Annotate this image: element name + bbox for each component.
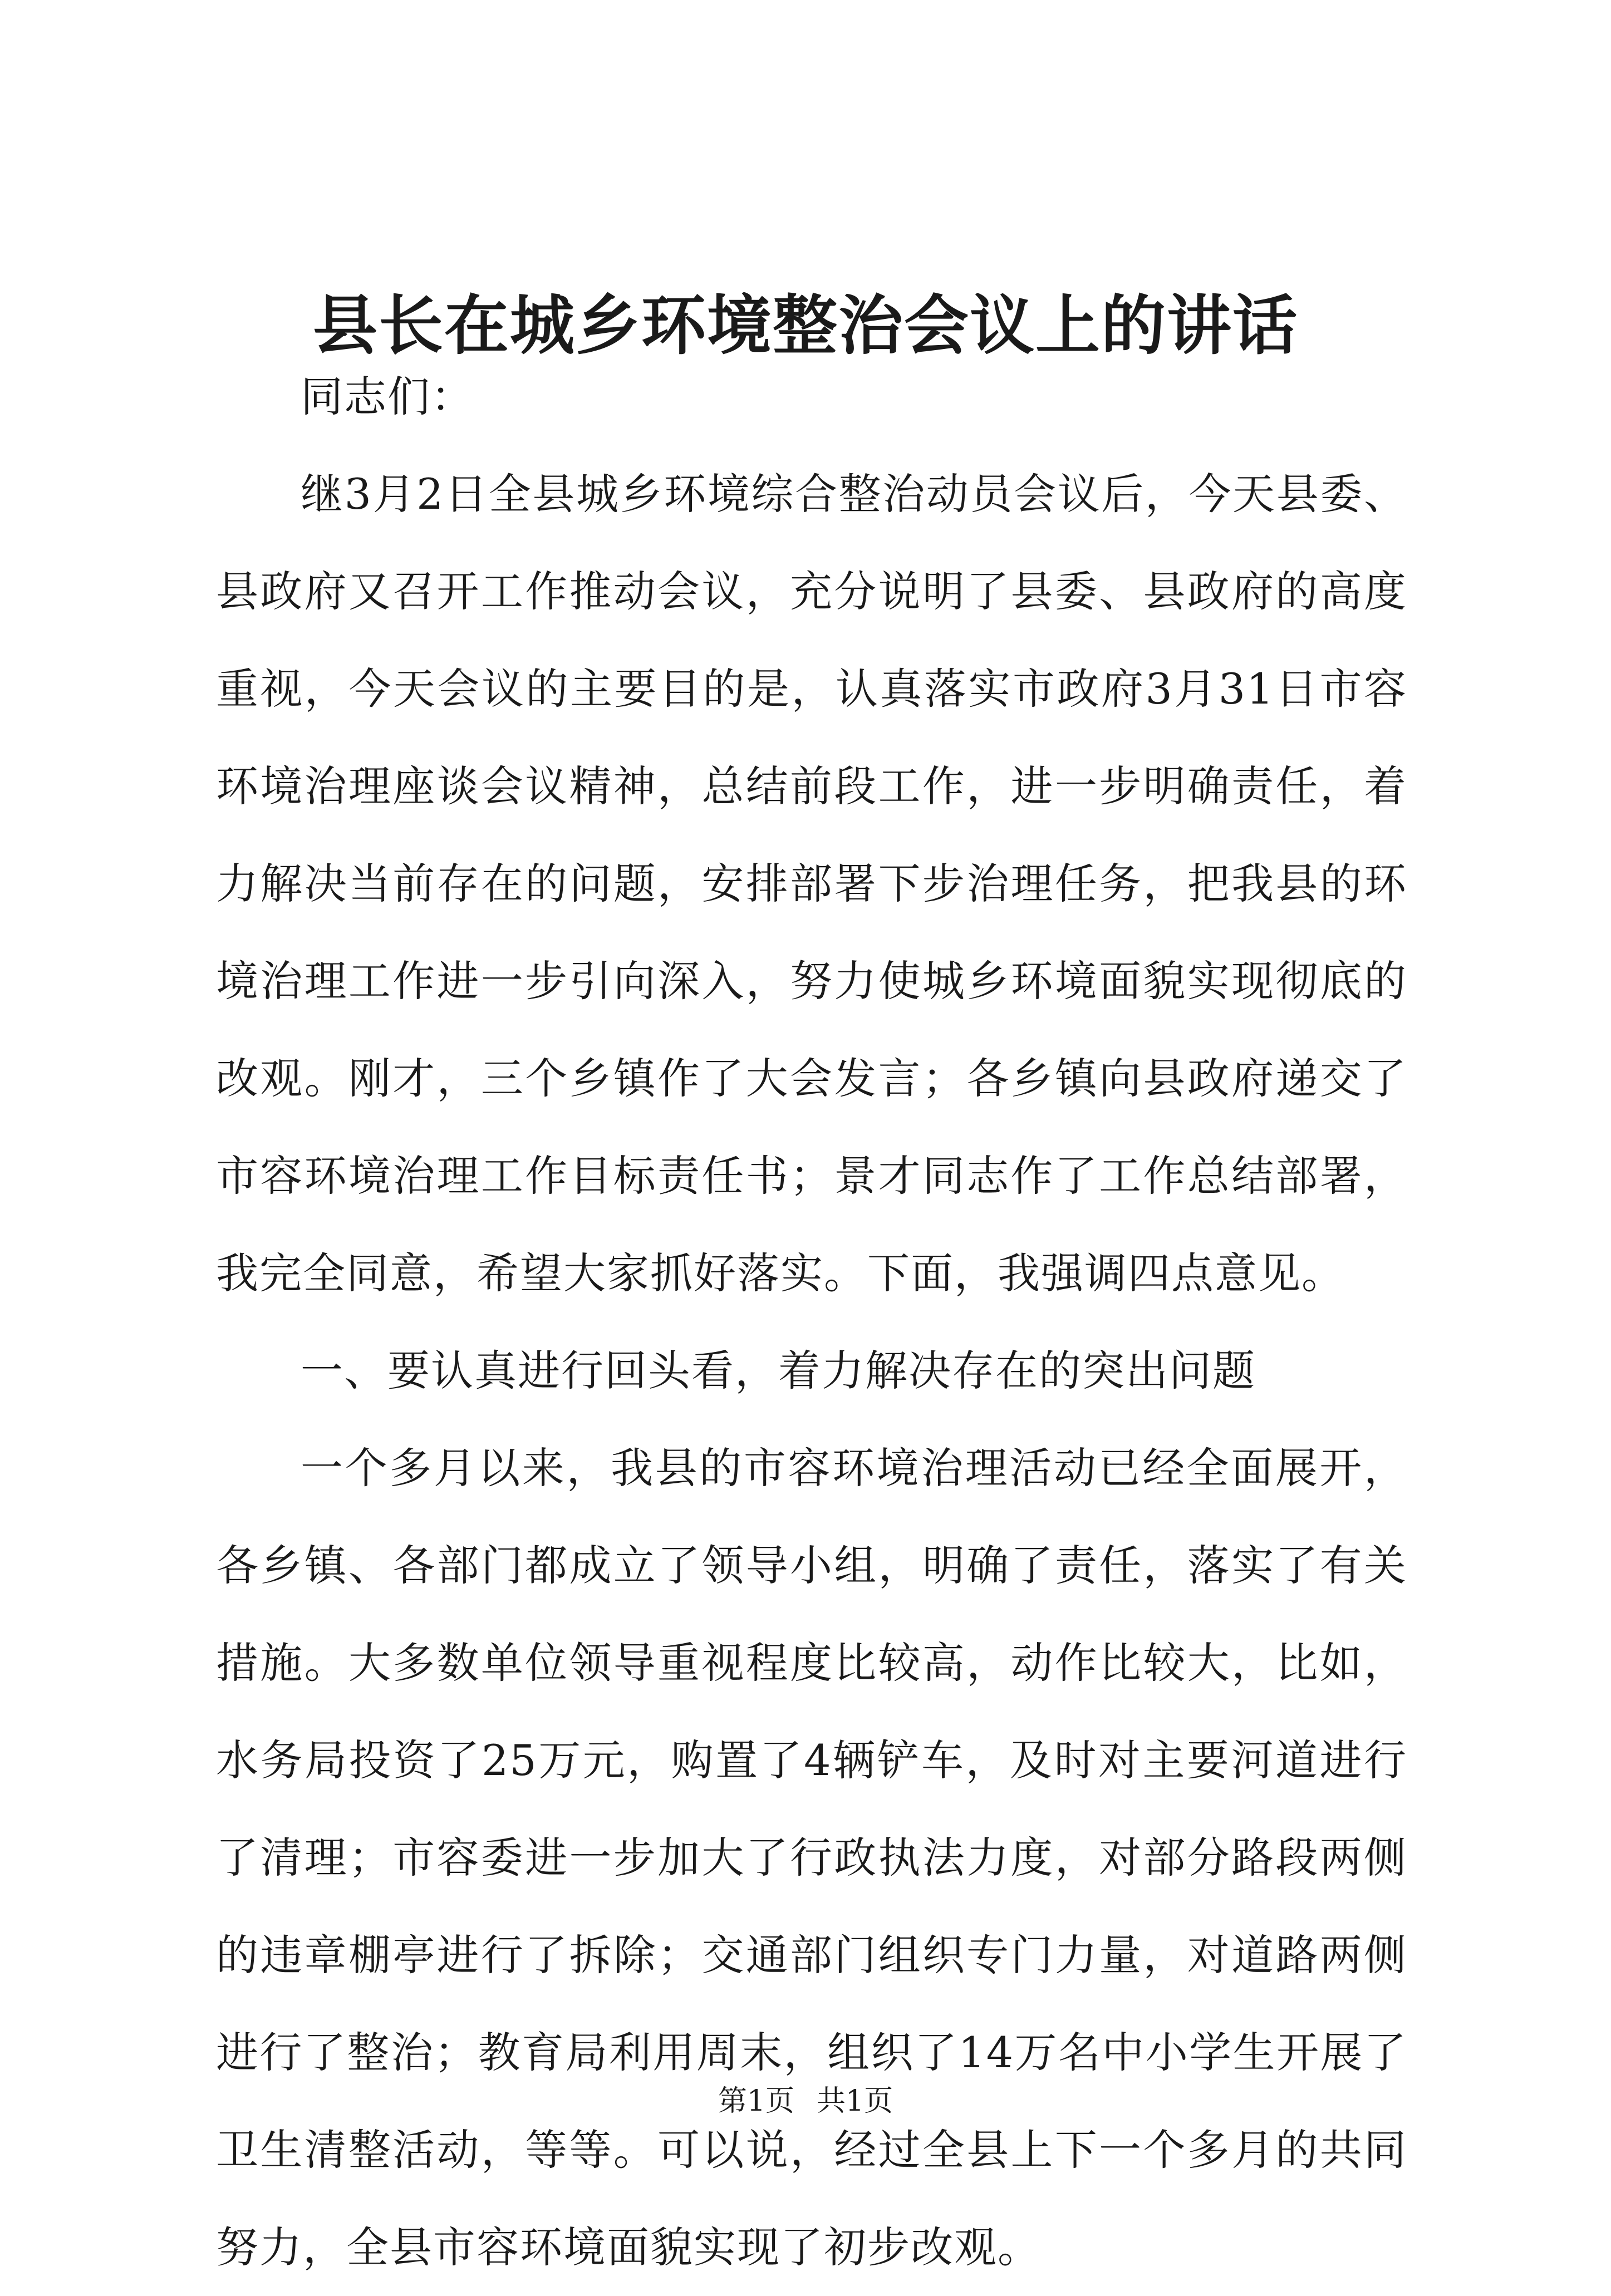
document-title: 县长在城乡环境整治会议上的讲话 (313, 288, 1298, 363)
page-number: 第1页 (718, 2084, 794, 2118)
document-body (216, 348, 1407, 2296)
page-footer (0, 2082, 1611, 2121)
body-paragraph: 继3月2日全县城乡环境综合整治动员会议后，今天县委、县政府又召开工作推动会议，充分说明了县委、县政府的高度重视，今天会议的主要目的是，认真落实市政府3月31日市容环境治理座谈会议精神，总结前段工作，进一步明确责任，着力解决当前存在的问题，安排部署下步治理任务，把我县的环境治理工作进一步引向深入，努力使城乡环境面貌实现彻底的改观。刚才，三个乡镇作了大会发言；各乡镇向县政府递交了市容环境治理工作目标责任书；景才同志作了工作总结部署，我完全同意，希望大家抓好落实。下面，我强调四点意见。 (216, 469, 1407, 1298)
section-heading: 一、要认真进行回头看，着力解决存在的突出问题 (301, 1346, 1256, 1395)
page-total: 共1页 (817, 2084, 893, 2118)
salutation-paragraph: 同志们： (301, 372, 474, 421)
body-paragraph: 一个多月以来，我县的市容环境治理活动已经全面展开，各乡镇、各部门都成立了领导小组，明确了责任，落实了有关措施。大多数单位领导重视程度比较高，动作比较大，比如，水务局投资了25万元，购置了4辆铲车，及时对主要河道进行了清理；市容委进一步加大了行政执法力度，对部分路段两侧的违章棚亭进行了拆除；交通部门组织专门力量，对道路两侧进行了整治；教育局利用周末，组织了14万名中小学生开展了卫生清整活动，等等。可以说，经过全县上下一个多月的共同努力，全县市容环境面貌实现了初步改观。 (216, 1443, 1407, 2272)
